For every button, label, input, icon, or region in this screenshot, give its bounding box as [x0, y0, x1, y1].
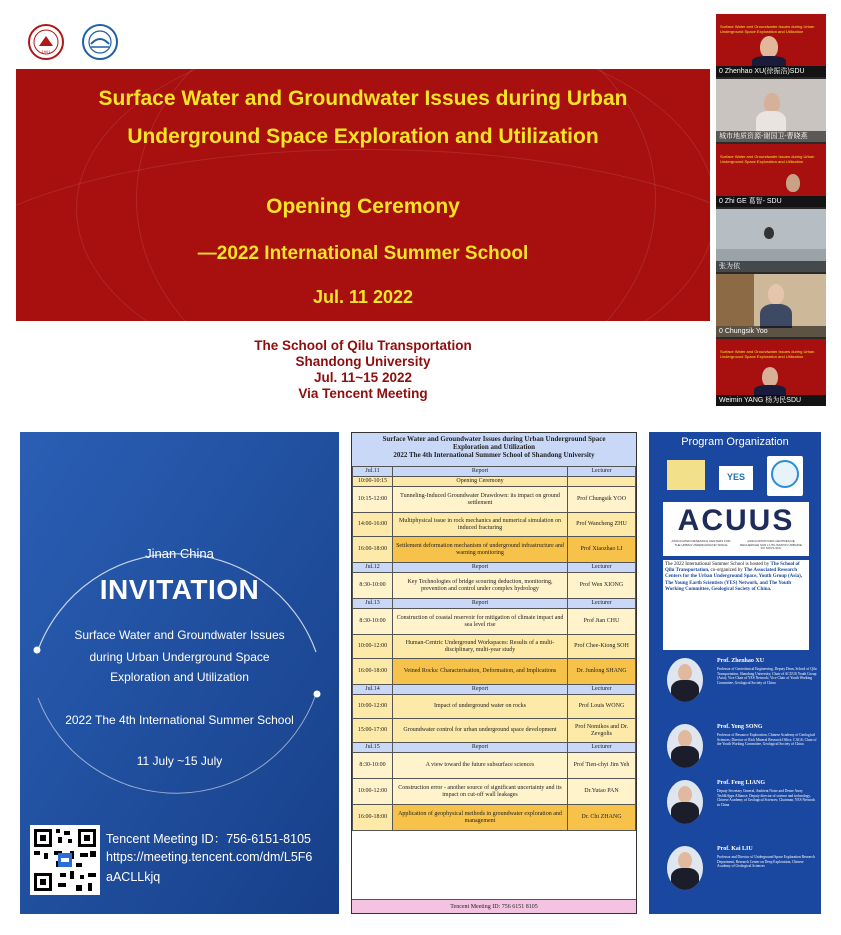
program-organization-title: Program Organization [681, 436, 789, 448]
logo-year: 1901 [41, 49, 51, 54]
session-time: 16:00-18:00 [353, 659, 393, 685]
session-topic: Veined Rocks: Characterisation, Deformation, and Implications [393, 659, 568, 685]
report-column-header: Report [393, 467, 568, 477]
day-label: Jul.15 [353, 743, 393, 753]
session-time: 10:00-10:15 [353, 477, 393, 487]
acuus-text: ACUUS [677, 504, 795, 537]
acuus-logo [663, 502, 809, 556]
leader-description: Professor of Resource Exploration, Chinese Academy of Geological Sciences; Director of Rich Mineral Research Office, CAGS; Chair of the Youth Working Committee, Geological Society of China [717, 733, 817, 747]
session-time: 10:15-12:00 [353, 487, 393, 513]
session-lecturer: Dr.Yutao PAN [568, 779, 636, 805]
mini-slide-text: Surface Water and Groundwater Issues during Urban Underground Space Exploration and Utilization [720, 154, 815, 164]
slide-title-line2: Underground Space Exploration and Utilization [127, 125, 599, 148]
school-emblem-icon [82, 24, 118, 60]
session-topic: Groundwater control for urban underground space development [393, 719, 568, 743]
session-row [353, 779, 636, 805]
session-topic: Construction error - another source of significant uncertainty and its impact on cut-off wall leakages [393, 779, 568, 805]
session-topic: Construction of coastal reservoir for mitigation of climate impact and sea level rise [393, 609, 568, 635]
program-panel [649, 432, 821, 914]
session-lecturer: Dr. Junlong SHANG [568, 659, 636, 685]
session-row [353, 513, 636, 537]
co-organizers: The Associated Research Centers for the Urban Underground Space, Youth Group (Asia), The Young Earth Scientists (YES) Network, and The Youth Working Committee, Geological Society of China. [665, 568, 803, 592]
participant-name: 张为依 [716, 261, 826, 272]
participant-name: 0 Zhi GE 葛智- SDU [716, 196, 826, 207]
leader-name: Prof. Zhenhao XU [717, 658, 765, 664]
session-topic: Settlement deformation mechanism of underground infrastructure and warning monitoring [393, 537, 568, 563]
day-header-row [353, 563, 636, 573]
session-time: 8:30-10:00 [353, 609, 393, 635]
participant-tile[interactable] [716, 274, 826, 337]
participant-name: 0 Chungsik Yoo [716, 326, 826, 337]
meeting-url-continued[interactable]: aACLLkjq [106, 870, 161, 884]
session-lecturer: Prof Chungsik YOO [568, 487, 636, 513]
session-row [353, 609, 636, 635]
lecturer-column-header: Lecturer [568, 599, 636, 609]
participant-video-strip[interactable] [716, 14, 826, 406]
host-school: The School of Qilu Transportation [254, 338, 472, 353]
leader-description: Professor of Geotechnical Engineering, Deputy Dean, School of Qilu Transportation, Shandong University; Chair of ACUUS Youth Group (Asia); Vice Chair of YES Network; Vice Chair of Youth Working Committee, Geological Society of China [717, 667, 817, 685]
leader-description: Professor and Director of Underground Space Exploration Research Department, Research Center on Deep Exploration, Chinese Academy of Geological Sciences [717, 855, 815, 869]
youth-committee-logo-icon [767, 456, 803, 496]
session-lecturer: Prof Tien-chyi Jim Yeh [568, 753, 636, 779]
report-column-header: Report [393, 599, 568, 609]
schedule-footer: Tencent Meeting ID: 756 6151 8105 [352, 899, 636, 913]
slide-date: Jul. 11 2022 [312, 287, 414, 307]
acuus-subtitle-en: ASSOCIATED RESEARCH CENTERS FOR THE URBAN UNDERGROUND SPACE [671, 539, 731, 547]
session-row [353, 695, 636, 719]
session-row [353, 805, 636, 831]
schedule-grid [352, 466, 636, 831]
session-time: 16:00-18:00 [353, 805, 393, 831]
meeting-url[interactable]: https://meeting.tencent.com/dm/L5F6 [106, 850, 313, 864]
day-header-row [353, 467, 636, 477]
session-topic: Tunneling-Induced Groundwater Drawdown: its impact on ground settlement [393, 487, 568, 513]
day-label: Jul.13 [353, 599, 393, 609]
session-topic: Application of geophysical methods in groundwater exploration and management [393, 805, 568, 831]
schedule-table [351, 432, 637, 914]
leader-description: Deputy Secretary General, Ambient Noise and Dense Array Tech&Apps Alliance; Deputy director of science and technology, Chinese Academy of Geological Sciences; Chairman, YES Network in China [717, 789, 816, 807]
session-time: 15:00-17:00 [353, 719, 393, 743]
participant-name: 0 Zhenhao XU(徐振浩)SDU [716, 66, 826, 77]
session-lecturer: Dr. Chi ZHANG [568, 805, 636, 831]
session-topic: Human-Centric Underground Workspaces: Results of a multi-disciplinary, multi-year study [393, 635, 568, 659]
university-seal-icon [28, 24, 64, 60]
participant-name: Weimin YANG 杨为民SDU [716, 395, 826, 406]
session-row [353, 753, 636, 779]
participant-tile[interactable] [716, 14, 826, 77]
day-label: Jul.11 [353, 467, 393, 477]
invitation-location: Jinan China [145, 546, 214, 561]
participant-tile[interactable] [716, 339, 826, 406]
slide-event: —2022 International Summer School [197, 243, 529, 264]
host-university: Shandong University [295, 354, 431, 369]
schedule-header [352, 433, 636, 466]
ceremony-row [353, 477, 636, 487]
qr-code[interactable] [30, 825, 100, 895]
session-topic: Key Technologies of bridge scouring deduction, monitoring, prevention and control under complex hydrology [393, 573, 568, 599]
day-label: Jul.12 [353, 563, 393, 573]
schedule-title-line1: Surface Water and Groundwater Issues during Urban Underground Space [382, 435, 606, 443]
invitation-theme-line2: during Urban Underground Space [89, 650, 270, 664]
slide-footer [16, 338, 710, 402]
session-lecturer: Prof Wen XIONG [568, 573, 636, 599]
participant-tile[interactable] [716, 144, 826, 207]
session-row [353, 719, 636, 743]
yes-network-logo-icon [719, 466, 753, 490]
session-row [353, 537, 636, 563]
day-label: Jul.14 [353, 685, 393, 695]
session-lecturer: Prof Nomikos and Dr. Zevgolis [568, 719, 636, 743]
program-leaders-title: Program Leaders [692, 634, 778, 646]
leader-photo [667, 658, 703, 702]
day-header-row [353, 743, 636, 753]
acuus-subtitle-fr: ASSOCIATION DES CENTRES DE RECHERCHE SUR L'UTILISATION URBAINE DU SOUS-SOL [740, 539, 802, 550]
invitation-heading: INVITATION [99, 574, 260, 605]
session-row [353, 659, 636, 685]
session-lecturer: Prof Louis WONG [568, 695, 636, 719]
report-column-header: Report [393, 743, 568, 753]
session-lecturer [568, 477, 636, 487]
lecturer-column-header: Lecturer [568, 685, 636, 695]
invitation-card [20, 432, 339, 914]
session-time: 8:30-10:00 [353, 573, 393, 599]
invitation-event: 2022 The 4th International Summer School [65, 713, 294, 727]
session-row [353, 487, 636, 513]
report-column-header: Report [393, 563, 568, 573]
sdu-logo-icon [667, 460, 705, 490]
session-lecturer: Prof Wancheng ZHU [568, 513, 636, 537]
co-organized-label: co-organized by [710, 568, 743, 574]
session-topic: Multiphysical issue in rock mechanics and numerical simulation on induced fracturing [393, 513, 568, 537]
schedule-title-line3: 2022 The 4th International Summer School of Shandong University [393, 451, 595, 459]
session-time: 10:00-12:00 [353, 635, 393, 659]
participant-tile[interactable] [716, 209, 826, 272]
leader-name: Prof. Yong SONG [717, 724, 763, 730]
session-row [353, 635, 636, 659]
day-header-row [353, 599, 636, 609]
session-lecturer: Prof Xiaozhao LI [568, 537, 636, 563]
session-topic: A view toward the future subsurface sciences [393, 753, 568, 779]
event-dates: Jul. 11~15 2022 [314, 370, 412, 385]
session-row [353, 573, 636, 599]
mini-slide-text: Surface Water and Groundwater Issues during Urban Underground Space Exploration and Utilization [720, 349, 815, 359]
lecturer-column-header: Lecturer [568, 743, 636, 753]
session-time: 16:00-18:00 [353, 537, 393, 563]
participant-name: 城市地质资源-谢国卫-曹晓燕 [716, 131, 826, 142]
invitation-dates: 11 July ~15 July [136, 754, 223, 768]
slide-title-line1: Surface Water and Groundwater Issues during Urban [98, 87, 628, 110]
session-topic: Opening Ceremony [393, 477, 568, 487]
schedule-title-line2: Exploration and Utilization [452, 443, 536, 451]
leader-name: Prof. Kai LIU [717, 846, 753, 852]
participant-tile[interactable] [716, 79, 826, 142]
meeting-id: Tencent Meeting ID：756-6151-8105 [106, 832, 311, 846]
host-school-name: The School of Qilu Transportation, [665, 562, 800, 574]
leader-photo [667, 780, 703, 824]
session-time: 10:00-12:00 [353, 779, 393, 805]
lecturer-column-header: Lecturer [568, 467, 636, 477]
shared-slide [16, 14, 710, 406]
session-time: 10:00-12:00 [353, 695, 393, 719]
leader-photo [667, 724, 703, 768]
mini-slide-text: Surface Water and Groundwater Issues during Urban Underground Space Exploration and Utilization [720, 24, 815, 34]
session-topic: Impact of underground water on rocks [393, 695, 568, 719]
invitation-theme-line3: Exploration and Utilization [110, 670, 249, 684]
report-column-header: Report [393, 685, 568, 695]
yes-logo-text: YES [726, 472, 745, 482]
session-lecturer: Prof Jian CHU [568, 609, 636, 635]
host-intro: The 2022 International Summer School is hosted by [665, 562, 770, 567]
leader-name: Prof. Feng LIANG [717, 780, 766, 786]
leader-photo [667, 846, 703, 890]
session-lecturer: Prof Chee-Kiong SOH [568, 635, 636, 659]
lecturer-column-header: Lecturer [568, 563, 636, 573]
session-time: 14:00-16:00 [353, 513, 393, 537]
meeting-platform: Via Tencent Meeting [298, 386, 428, 401]
session-time: 8:30-10:00 [353, 753, 393, 779]
day-header-row [353, 685, 636, 695]
title-banner [16, 69, 710, 321]
invitation-theme-line1: Surface Water and Groundwater Issues [74, 628, 285, 642]
slide-subtitle: Opening Ceremony [266, 195, 460, 218]
